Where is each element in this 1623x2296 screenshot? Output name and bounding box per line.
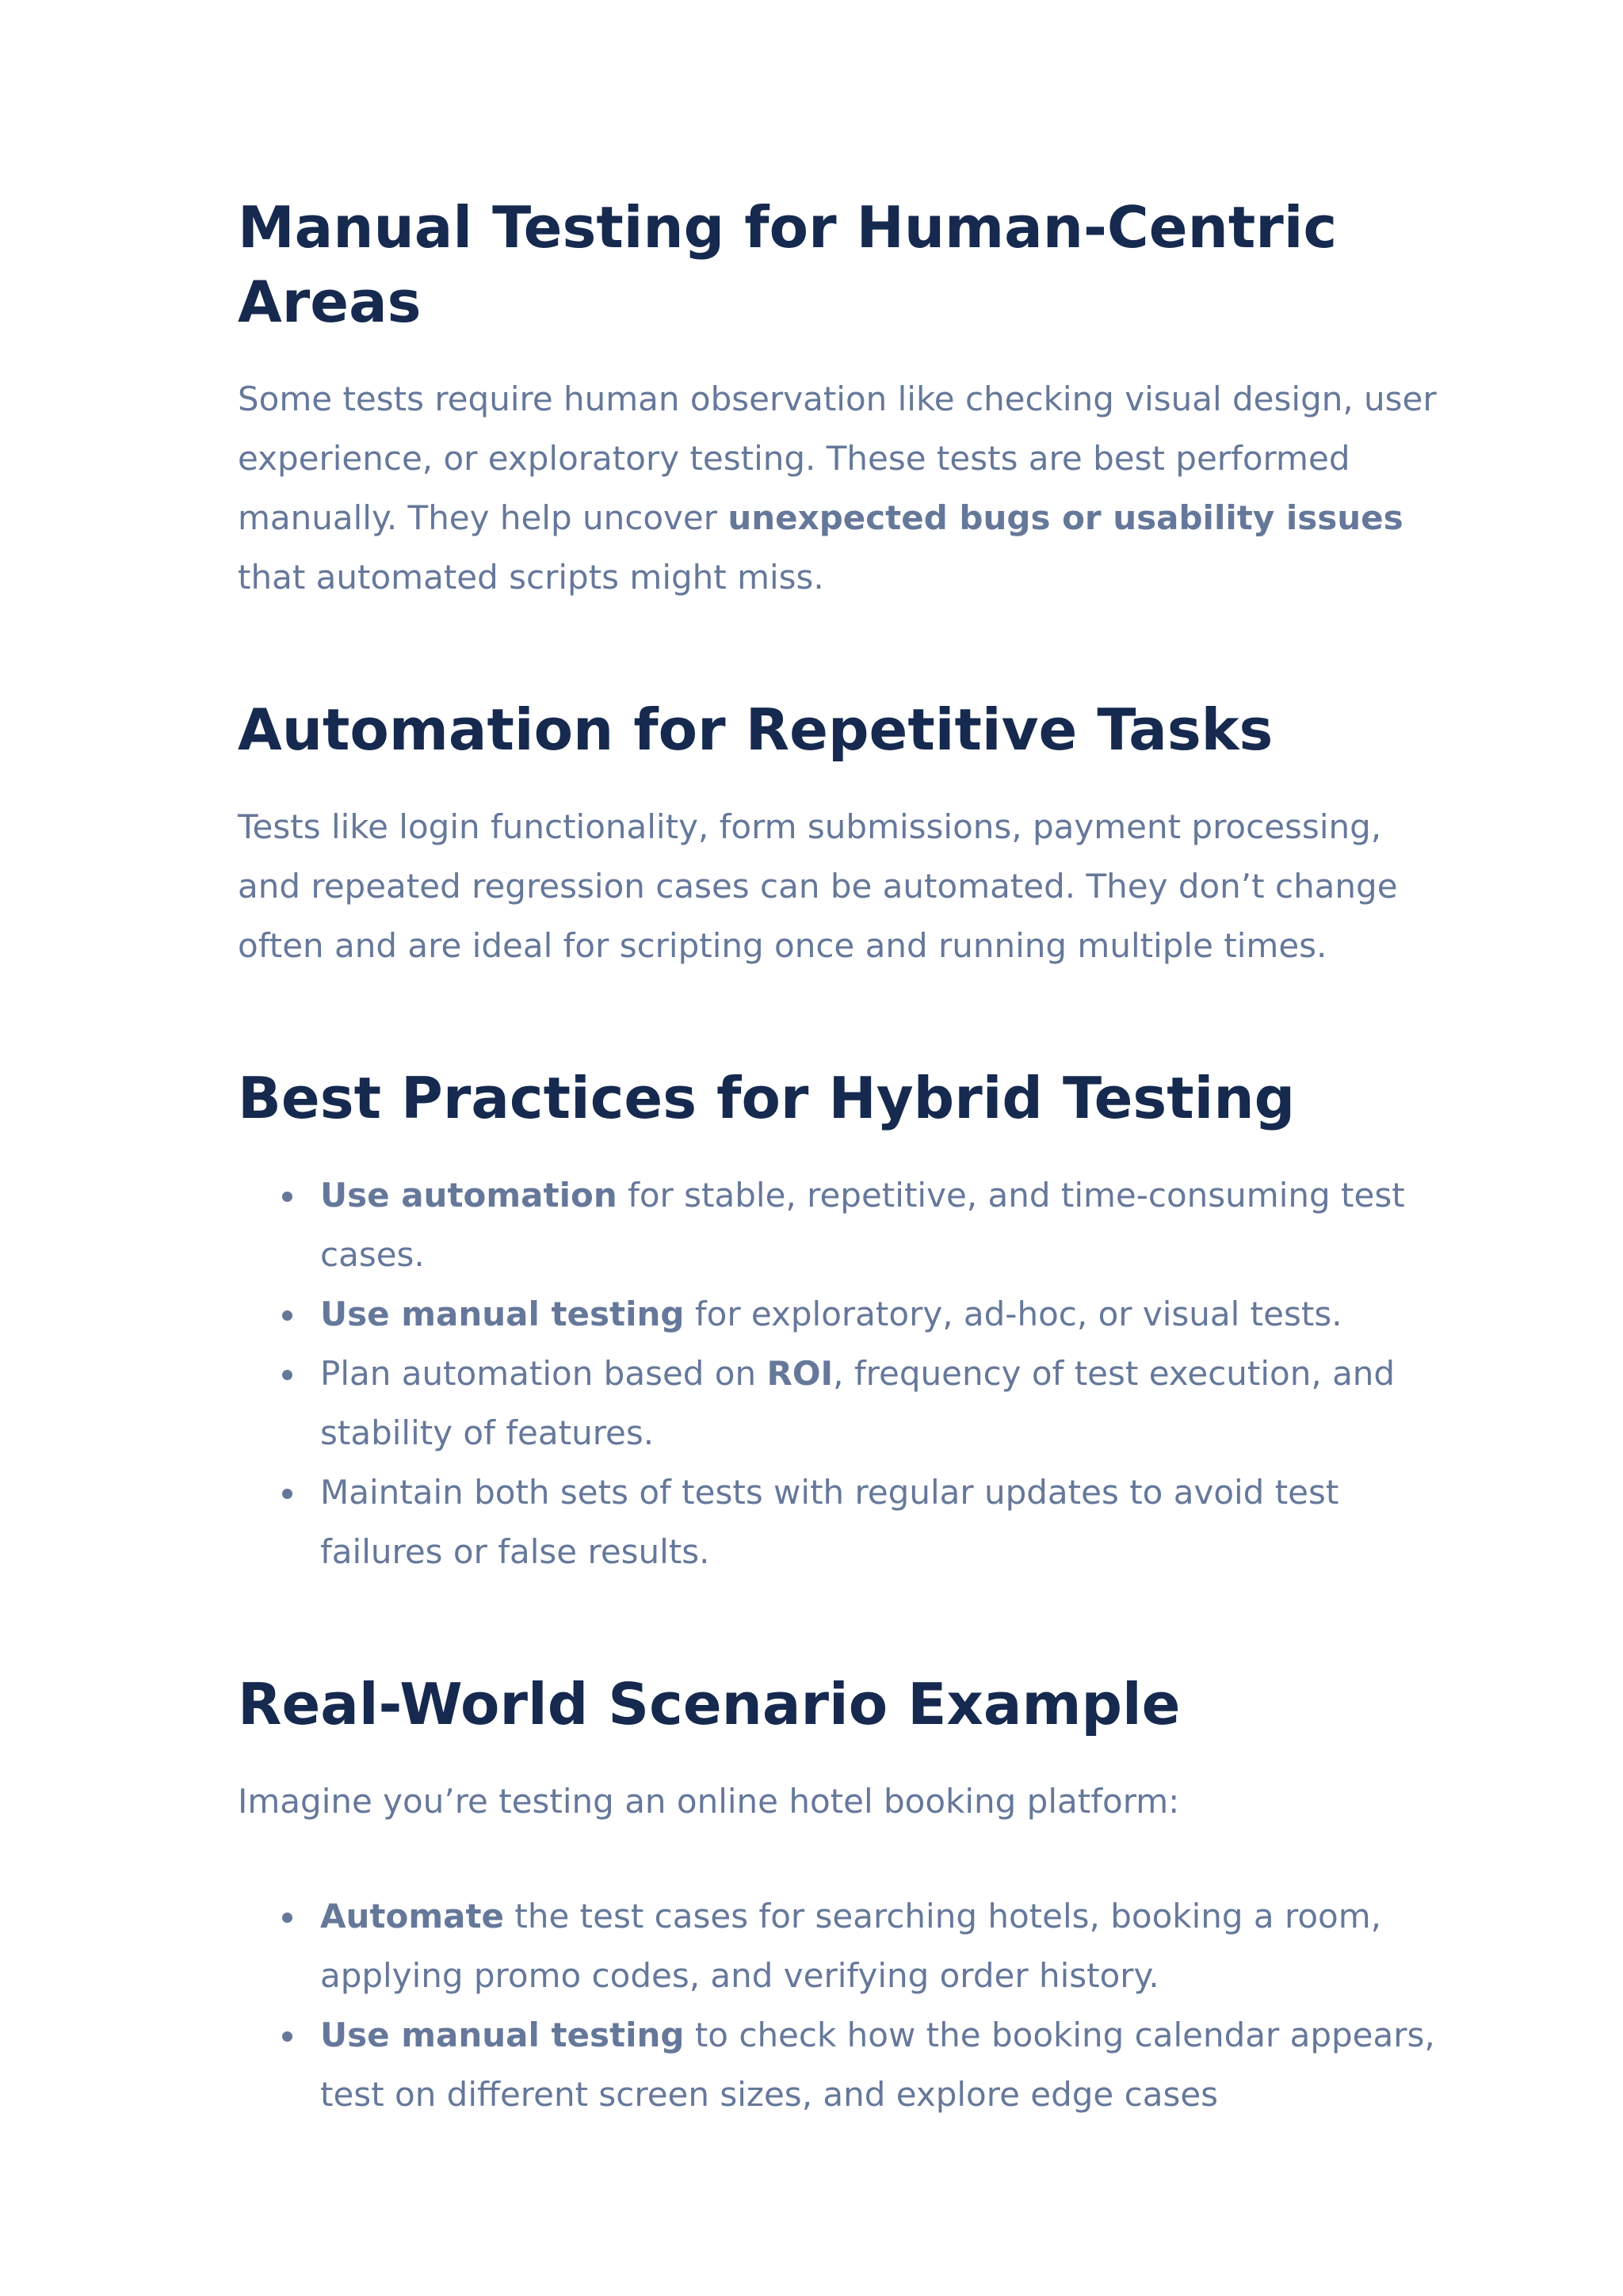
- real-world-list: [238, 1886, 1442, 2124]
- list-item: [320, 1344, 1442, 1463]
- bullet-icon: [282, 1310, 292, 1321]
- section-paragraph-manual-testing: [238, 369, 1442, 607]
- list-item-text: , frequency of test execution, and stability of features.: [320, 1354, 1396, 1452]
- paragraph-bold-text: unexpected bugs or usability issues: [727, 498, 1403, 537]
- list-item: [320, 2005, 1442, 2124]
- section-heading-automation: Automation for Repetitive Tasks: [238, 696, 1274, 763]
- paragraph-text: Some tests require human observation like checking visual design, user experience, or exploratory testing. These tests are best performed manually. They help uncover: [238, 379, 1437, 537]
- bullet-icon: [282, 1370, 292, 1380]
- paragraph-text: that automated scripts might miss.: [238, 558, 824, 597]
- section-paragraph-automation: Tests like login functionality, form submissions, payment processing, and repeated regression cases can be automated. They don’t change often and are ideal for scripting once and running multiple times.: [238, 807, 1398, 965]
- list-item-bold-text: Use manual testing: [320, 1295, 685, 1333]
- list-item: [320, 1284, 1442, 1344]
- list-item-text: Plan automation based on: [320, 1354, 767, 1393]
- list-item-text: Maintain both sets of tests with regular updates to avoid test failures or false results.: [320, 1473, 1339, 1571]
- bullet-icon: [282, 1489, 292, 1499]
- best-practices-list: [238, 1165, 1442, 1581]
- list-item-text: for exploratory, ad-hoc, or visual tests.: [684, 1295, 1342, 1333]
- section-heading-manual-testing: Manual Testing for Human-Centric Areas: [238, 194, 1338, 335]
- list-item-bold-text: Automate: [320, 1897, 505, 1936]
- list-item: [320, 1463, 1442, 1581]
- article: [238, 190, 1442, 2124]
- section-paragraph-real-world: Imagine you’re testing an online hotel booking platform:: [238, 1782, 1180, 1821]
- bullet-icon: [282, 1913, 292, 1923]
- list-item-text: the test cases for searching hotels, booking a room, applying promo codes, and verifying order history.: [320, 1897, 1381, 1995]
- bullet-icon: [282, 1192, 292, 1202]
- list-item-bold-text: Use manual testing: [320, 2016, 685, 2054]
- list-item: [320, 1165, 1442, 1284]
- list-item: [320, 1886, 1442, 2005]
- list-item-bold-text: Use automation: [320, 1176, 617, 1215]
- list-item-text: for stable, repetitive, and time-consuming test cases.: [320, 1176, 1405, 1274]
- list-item-bold-text: ROI: [766, 1354, 834, 1393]
- section-heading-best-practices: Best Practices for Hybrid Testing: [238, 1065, 1296, 1131]
- bullet-icon: [282, 2031, 292, 2042]
- section-heading-real-world: Real-World Scenario Example: [238, 1671, 1181, 1737]
- list-item-text: to check how the booking calendar appears, test on different screen sizes, and explore edge cases: [320, 2016, 1435, 2114]
